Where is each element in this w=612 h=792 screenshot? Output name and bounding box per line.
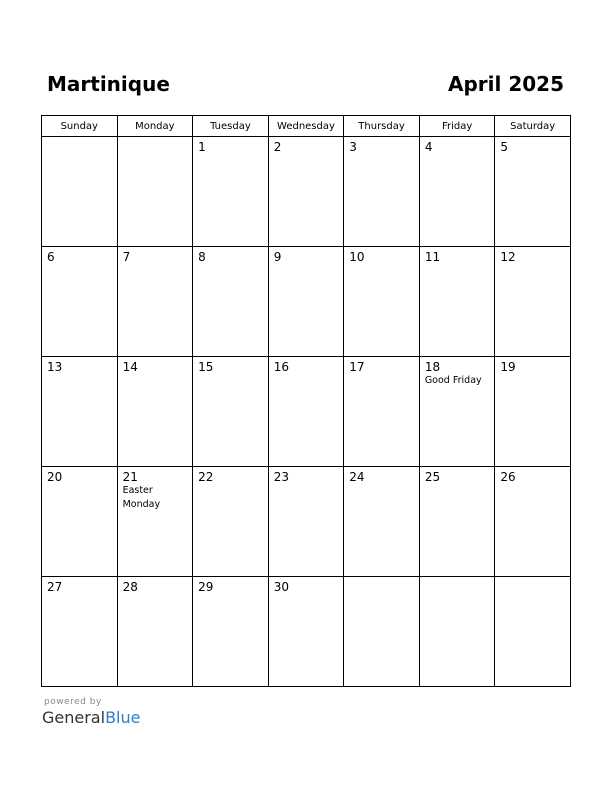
calendar-day-cell: [117, 357, 193, 467]
calendar-day-cell: [268, 357, 344, 467]
day-number: 12: [500, 250, 516, 264]
calendar-day-cell: [268, 467, 344, 577]
calendar-day-cell: [419, 577, 495, 687]
day-number: 25: [424, 470, 441, 484]
day-number: 23: [273, 470, 289, 484]
calendar-country-title: Martinique: [47, 72, 170, 96]
day-number: [344, 577, 419, 580]
holiday-label: Good Friday: [424, 375, 482, 386]
calendar-day-cell: [495, 247, 571, 357]
day-number: 29: [198, 580, 214, 594]
calendar-day-cell: [495, 577, 571, 687]
day-number: 1: [198, 140, 206, 154]
day-number: 11: [424, 250, 441, 264]
day-number: 17: [349, 360, 365, 374]
calendar-day-cell: [419, 247, 495, 357]
day-number: 2: [273, 140, 282, 154]
calendar-day-cell: [268, 137, 344, 247]
day-number: 20: [47, 470, 63, 484]
powered-by-label: powered by: [44, 697, 102, 707]
day-number: [420, 577, 495, 580]
calendar-day-cell: [419, 137, 495, 247]
day-number: 21: [122, 470, 138, 484]
calendar-day-cell: [193, 577, 269, 687]
day-number: 14: [122, 360, 138, 374]
calendar-day-cell: [117, 467, 193, 577]
day-number: 30: [273, 580, 289, 594]
calendar-month-title: April 2025: [448, 72, 564, 96]
day-number: 4: [424, 140, 433, 154]
calendar-day-cell: [42, 247, 118, 357]
calendar-day-cell: [42, 357, 118, 467]
weekday-header: Sunday: [42, 116, 118, 137]
calendar-grid: [41, 115, 571, 687]
calendar-week-row: [42, 467, 571, 577]
weekday-header: Saturday: [495, 116, 571, 137]
calendar-week-row: [42, 357, 571, 467]
day-number: 16: [273, 360, 289, 374]
weekday-header-row: [42, 116, 571, 137]
day-number: [495, 577, 570, 580]
day-number: 9: [273, 250, 282, 264]
day-number: 26: [500, 470, 516, 484]
weekday-header: Monday: [117, 116, 193, 137]
logo-text-general: General: [42, 708, 106, 727]
day-number: 7: [122, 250, 131, 264]
day-number: 8: [198, 250, 206, 264]
calendar-day-cell: [42, 137, 118, 247]
calendar-day-cell: [419, 357, 495, 467]
calendar-day-cell: [495, 137, 571, 247]
calendar-day-cell: [117, 577, 193, 687]
calendar-day-cell: [419, 467, 495, 577]
calendar-day-cell: [268, 247, 344, 357]
day-number: 27: [47, 580, 63, 594]
day-number: 6: [47, 250, 55, 264]
holiday-label: Easter Monday: [122, 485, 161, 510]
weekday-header: Tuesday: [193, 116, 269, 137]
calendar-day-cell: [495, 467, 571, 577]
day-number: 24: [349, 470, 365, 484]
calendar-day-cell: [344, 137, 420, 247]
day-number: 22: [198, 470, 214, 484]
calendar-day-cell: [193, 247, 269, 357]
calendar-day-cell: [344, 247, 420, 357]
calendar-day-cell: [344, 467, 420, 577]
calendar-day-cell: [42, 467, 118, 577]
calendar-day-cell: [193, 137, 269, 247]
weekday-header: Friday: [419, 116, 495, 137]
logo-text-blue: Blue: [105, 708, 141, 727]
generalblue-logo[interactable]: [42, 709, 140, 727]
day-number: 15: [198, 360, 214, 374]
calendar-day-cell: [117, 137, 193, 247]
day-number: 5: [500, 140, 509, 154]
day-number: 19: [500, 360, 516, 374]
calendar-week-row: [42, 247, 571, 357]
weekday-header: Wednesday: [268, 116, 344, 137]
day-number: 28: [122, 580, 138, 594]
calendar-day-cell: [344, 577, 420, 687]
weekday-header: Thursday: [344, 116, 420, 137]
calendar-day-cell: [495, 357, 571, 467]
calendar-day-cell: [117, 247, 193, 357]
calendar-day-cell: [193, 357, 269, 467]
day-number: 18: [424, 360, 441, 374]
day-number: [42, 137, 117, 140]
calendar-day-cell: [42, 577, 118, 687]
calendar-day-cell: [268, 577, 344, 687]
day-number: 10: [349, 250, 365, 264]
day-number: [118, 137, 193, 140]
day-number: 13: [47, 360, 63, 374]
calendar-day-cell: [344, 357, 420, 467]
day-number: 3: [349, 140, 357, 154]
calendar-day-cell: [193, 467, 269, 577]
calendar-week-row: [42, 577, 571, 687]
calendar-week-row: [42, 137, 571, 247]
